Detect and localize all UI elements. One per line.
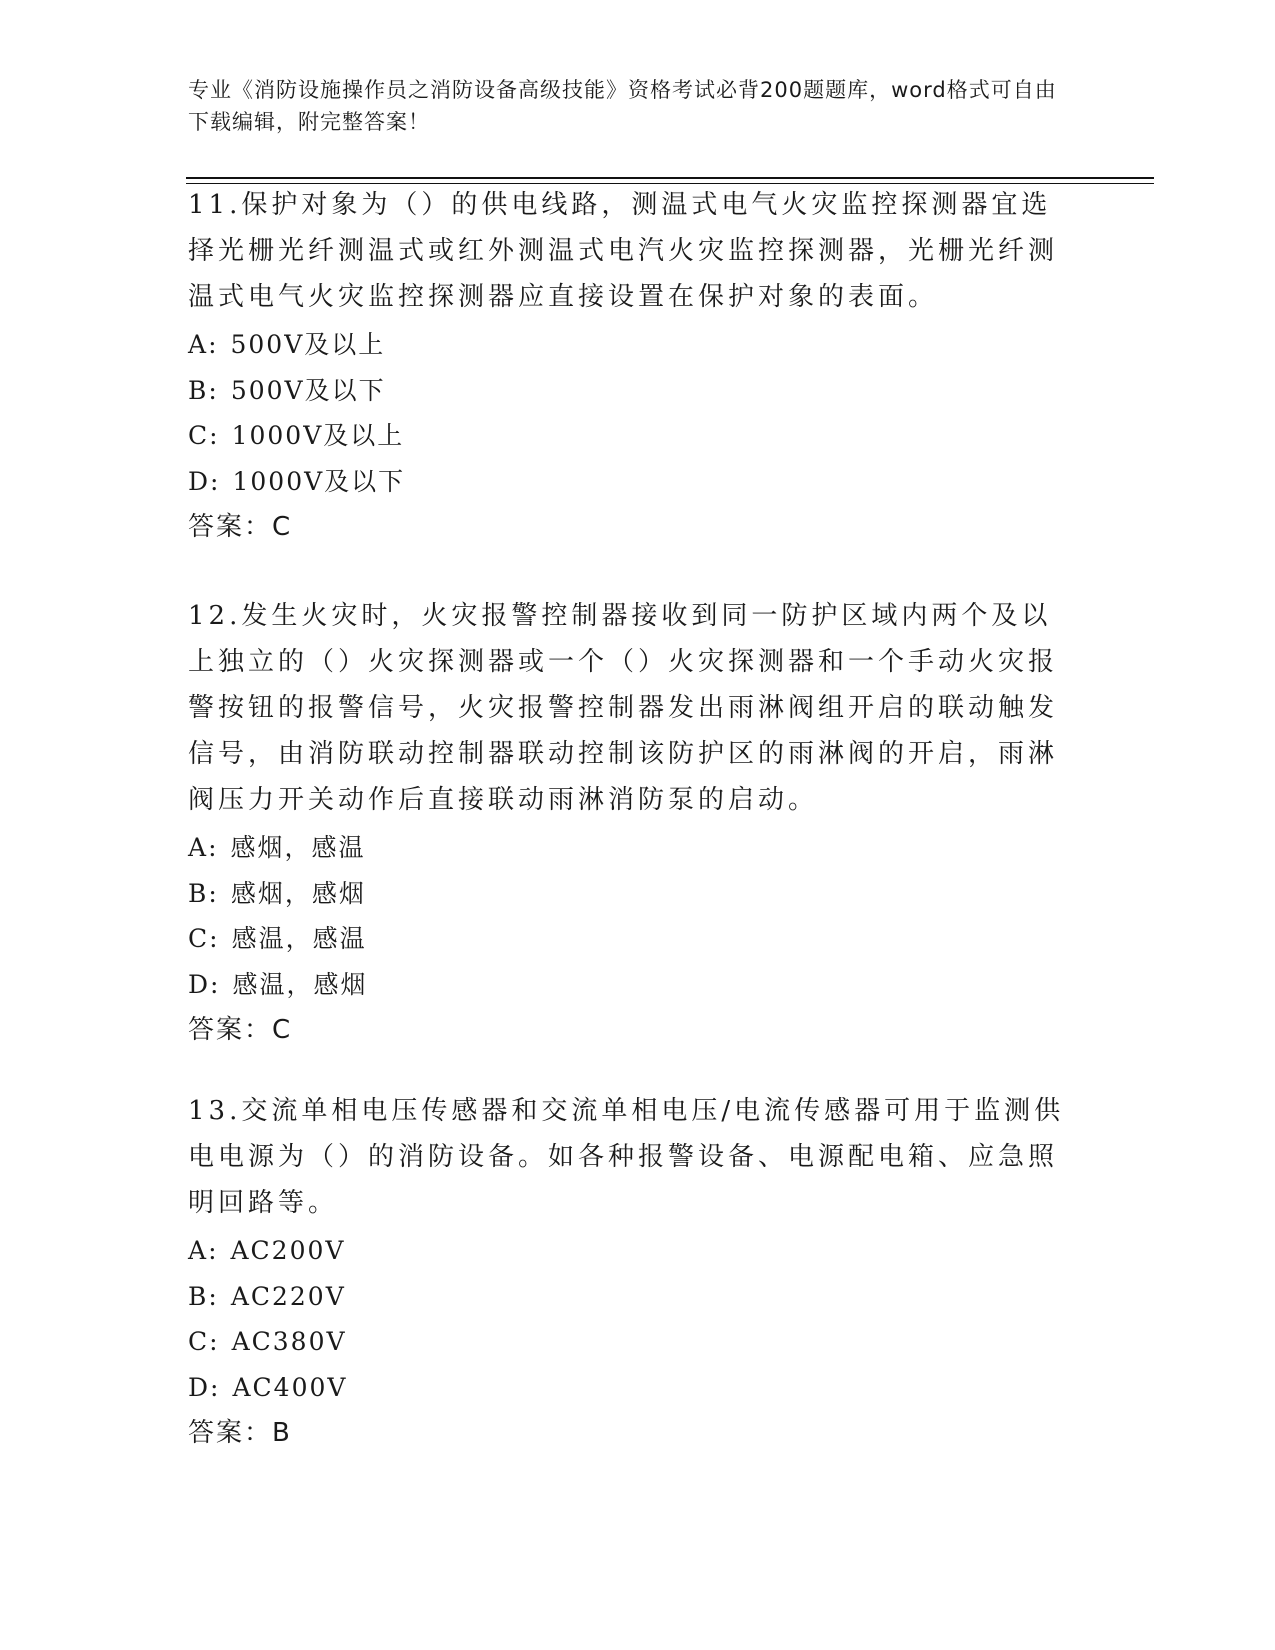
option-letter: D [188,969,211,999]
option-c [188,916,1068,962]
option-separator: : [210,1372,221,1402]
option-list [188,322,1068,504]
option-b [188,368,1068,414]
option-text: AC220V [230,1281,346,1311]
option-a [188,825,1068,871]
option-separator: : [209,924,220,953]
question-13 [188,1088,1068,1456]
option-separator: : [209,421,220,450]
option-text: AC200V [230,1236,346,1265]
option-a [188,322,1068,368]
header-divider-thick [186,177,1154,179]
option-text: 感烟，感温 [230,833,366,862]
option-separator: : [210,466,221,496]
option-d [188,459,1068,505]
option-letter: D [188,466,211,496]
option-letter: A [188,330,209,359]
option-letter: D [188,1372,211,1402]
option-c [188,1319,1068,1365]
option-a [188,1228,1068,1274]
option-text: 感温，感温 [231,924,367,953]
option-text: 500V及以下 [230,375,386,405]
question-stem: 12.发生火灾时，火灾报警控制器接收到同一防护区域内两个及以上独立的（）火灾探测器或一个（）火灾探测器和一个手动火灾报警按钮的报警信号，火灾报警控制器发出雨淋阀组开启的联动触发信号，由消防联动控制器联动控制该防护区的雨淋阀的开启，雨淋阀压力开关动作后直接联动雨淋消防泵的启动。 [188,601,1059,815]
question-stem: 13.交流单相电压传感器和交流单相电压/电流传感器可用于监测供电电源为（）的消防设备。如各种报警设备、电源配电箱、应急照明回路等。 [188,1096,1065,1218]
option-letter: B [188,878,209,908]
option-letter: C [188,421,210,450]
document-header [188,74,1068,138]
option-letter: A [188,1236,209,1265]
question-12 [188,593,1068,1053]
option-d [188,1365,1068,1411]
option-c [188,413,1068,459]
option-text: 1000V及以上 [231,421,405,450]
option-list [188,1228,1068,1410]
option-d [188,962,1068,1008]
option-separator: : [208,330,219,359]
option-list [188,825,1068,1007]
question-stem: 11.保护对象为（）的供电线路，测温式电气火灾监控探测器宜选择光栅光纤测温式或红外测温式电汽火灾监控探测器，光栅光纤测温式电气火灾监控探测器应直接设置在保护对象的表面。 [188,190,1059,312]
option-text: AC380V [231,1327,347,1356]
option-text: 500V及以上 [230,330,386,359]
answer-line: 答案：B [188,1418,292,1448]
option-letter: B [188,375,209,405]
option-separator: : [208,833,219,862]
option-separator: : [208,878,219,908]
option-separator: : [208,1281,219,1311]
answer-line: 答案：C [188,512,293,542]
option-letter: B [188,1281,209,1311]
option-separator: : [208,1236,219,1265]
option-letter: C [188,924,210,953]
option-separator: : [208,375,219,405]
option-text: 感温，感烟 [232,969,368,999]
option-separator: : [209,1327,220,1356]
header-text: 专业《消防设施操作员之消防设备高级技能》资格考试必背200题题库，word格式可自由下载编辑，附完整答案！ [188,78,1057,134]
answer-line: 答案：C [188,1015,293,1045]
question-11 [188,182,1068,550]
option-b [188,871,1068,917]
option-separator: : [210,969,221,999]
option-letter: C [188,1327,210,1356]
option-text: 感烟，感烟 [230,878,366,908]
option-text: 1000V及以下 [232,466,406,496]
option-letter: A [188,833,209,862]
option-b [188,1274,1068,1320]
option-text: AC400V [232,1372,348,1402]
